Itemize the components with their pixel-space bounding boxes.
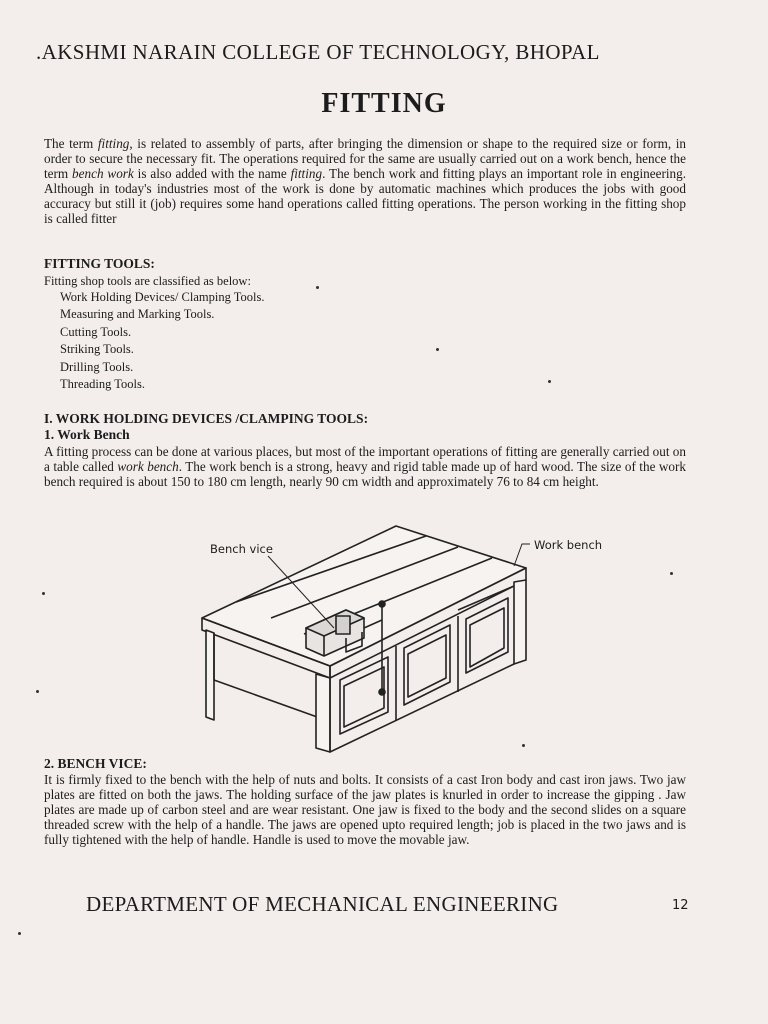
intro-term-bench-work: bench work xyxy=(72,166,134,181)
intro-term-fitting: fitting xyxy=(97,136,130,151)
work-bench-figure xyxy=(196,520,646,760)
intro-text-2: , is related to assembly of parts, after bringing the dimension or shape to the required size or form, in order to secure the necessary fit. The operations required for the same are usually carried out on a work bench, hence the term xyxy=(44,136,687,181)
intro-text-4: . The bench work and fitting plays an important role in engineering. Although in today's industries most of the work is done by automatic machines which produces the jobs with good accuracy but still it (job) requires some hand operations called fitting operations. The person working in the fitting shop is called fitter xyxy=(44,166,686,226)
scan-speck xyxy=(36,690,39,693)
list-item: Drilling Tools. xyxy=(60,359,134,374)
list-item: Striking Tools. xyxy=(60,342,134,357)
work-bench-text-1: A fitting process can be done at various places, but most of the important operations of fitting are generally carried out on a table called xyxy=(44,444,686,474)
scan-speck xyxy=(522,744,525,747)
intro-text-3: is also added with the name xyxy=(133,166,291,181)
list-item: Threading Tools. xyxy=(60,376,145,391)
work-bench-label: Work bench xyxy=(534,538,603,552)
list-item: Measuring and Marking Tools. xyxy=(60,307,215,322)
list-item: Cutting Tools. xyxy=(60,324,132,339)
department-footer: DEPARTMENT OF MECHANICAL ENGINEERING xyxy=(86,892,559,916)
scan-speck xyxy=(548,380,551,383)
work-bench-term: work bench xyxy=(117,459,179,474)
intro-text-1: The term xyxy=(44,136,98,151)
college-header: .AKSHMI NARAIN COLLEGE OF TECHNOLOGY, BHOPAL xyxy=(36,40,600,64)
intro-term-fitting-2: fitting xyxy=(290,166,323,181)
scan-speck xyxy=(670,572,673,575)
page-number: 12 xyxy=(672,898,689,913)
scan-speck xyxy=(316,286,319,289)
fitting-tools-intro: Fitting shop tools are classified as below: xyxy=(44,274,251,288)
list-item: Work Holding Devices/ Clamping Tools. xyxy=(60,290,265,304)
bench-vice-label: Bench vice xyxy=(210,542,273,556)
section1-heading: I. WORK HOLDING DEVICES /CLAMPING TOOLS: xyxy=(44,411,369,426)
work-bench-paragraph xyxy=(44,444,686,489)
page-title: FITTING xyxy=(321,88,447,119)
bench-vice-paragraph: It is firmly fixed to the bench with the help of nuts and bolts. It consists of a cast Iron body and cast iron jaws. Two jaw plates are fitted on both the jaws. The holding surface of the jaw plates is knurled in order to increase the gipping . Jaw plates are made up of carbon steel and are wear resistant. One jaw is fixed to the body and the second slides on a square threaded screw with the help of a handle. The jaws are opened upto required length; job is placed in the two jaws and is fully tightened with the help of handle. Handle is used to move the movable jaw. xyxy=(44,772,686,847)
fitting-tools-heading: FITTING TOOLS: xyxy=(44,256,155,271)
work-bench-subheading: 1. Work Bench xyxy=(44,427,130,442)
section2-heading: 2. BENCH VICE: xyxy=(44,756,147,771)
work-bench-drawing xyxy=(196,520,646,760)
work-bench-text-2: . The work bench is a strong, heavy and rigid table made up of hard wood. The size of the work bench required is about 150 to 180 cm length, nearly 90 cm width and approximately 76 to 84 cm height. xyxy=(44,459,686,489)
scan-speck xyxy=(18,932,21,935)
scan-speck xyxy=(436,348,439,351)
fitting-tools-list xyxy=(60,289,264,393)
scan-speck xyxy=(42,592,45,595)
intro-paragraph xyxy=(44,136,686,226)
